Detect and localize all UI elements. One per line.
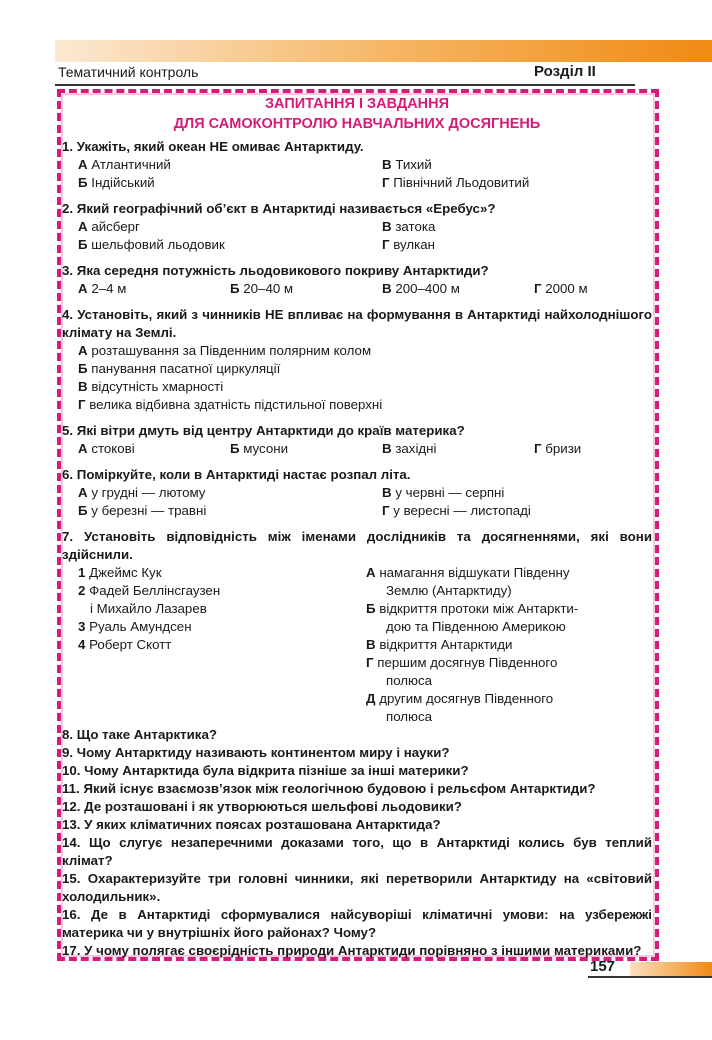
question-text: 4. Установіть, який з чинників НЕ впливає на формування в Антарктиді найхолоднішого клімату на Землі. (62, 307, 652, 340)
question-text: 11. Який існує взаємозв’язок між геологічною будовою і рельєфом Антарктиди? (62, 781, 596, 796)
answer-option (230, 440, 382, 458)
option-text: другим досягнув Південного (379, 691, 554, 706)
question-text: 14. Що слугує незаперечними доказами того, що в Антарктиді колись був теплий клімат? (62, 835, 652, 868)
option-letter: Б (78, 237, 88, 252)
chapter-label: Розділ II (520, 62, 644, 82)
option-letter: 1 (78, 565, 86, 580)
answer-option (382, 174, 668, 192)
option-letter: Б (78, 175, 88, 190)
option-letter: В (382, 441, 392, 456)
answer-option (78, 236, 382, 254)
option-text: 200–400 м (395, 281, 460, 296)
title-line: ДЛЯ САМОКОНТРОЛЮ НАВЧАЛЬНИХ ДОСЯГНЕНЬ (173, 116, 541, 132)
option-letter: А (78, 281, 88, 296)
question-text: 8. Що таке Антарктика? (62, 727, 217, 742)
option-text: Північний Льодовитий (393, 175, 530, 190)
option-text-cont: полюса (386, 709, 433, 724)
answer-option (534, 440, 668, 458)
footer-divider (588, 976, 712, 978)
question-text: 3. Яка середня потужність льодовикового покриву Антарктиди? (62, 263, 489, 278)
answer-option (78, 582, 366, 600)
option-text: відкриття протоки між Антаркти- (379, 601, 579, 616)
answer-option (366, 564, 652, 582)
answer-option (78, 440, 230, 458)
option-text: у червні — серпні (395, 485, 505, 500)
option-letter: В (382, 219, 392, 234)
answer-option (78, 618, 366, 636)
answer-option (382, 280, 534, 298)
answer-option (78, 342, 652, 360)
explorers-list (62, 546, 366, 726)
answer-options (62, 342, 652, 414)
option-letter: Г (534, 441, 542, 456)
question-q2 (62, 200, 652, 254)
option-letter: Б (78, 503, 88, 518)
option-letter: Г (382, 237, 390, 252)
option-letter: А (78, 441, 88, 456)
option-text: у березні — травні (91, 503, 207, 518)
option-text: 2000 м (545, 281, 588, 296)
answer-options (62, 280, 652, 298)
footer-bar (630, 962, 712, 976)
question-text: 1. Укажіть, який океан НЕ омиває Антарктиду. (62, 139, 364, 154)
question-list (62, 138, 652, 960)
option-letter: В (78, 379, 88, 394)
option-text-cont: полюса (386, 673, 433, 688)
section-label: Тематичний контроль (58, 64, 199, 80)
answer-option (78, 378, 652, 396)
option-text: затока (395, 219, 436, 234)
option-letter: Б (366, 601, 376, 616)
option-letter: Г (534, 281, 542, 296)
question-q4 (62, 306, 652, 414)
matching-grid (62, 564, 652, 726)
achievements-list (366, 564, 652, 726)
answer-option (366, 690, 652, 708)
answer-option (78, 636, 366, 654)
option-text: Роберт Скотт (89, 637, 172, 652)
question-text: 6. Поміркуйте, коли в Антарктиді настає розпал літа. (62, 467, 411, 482)
title-line: ЗАПИТАННЯ І ЗАВДАННЯ (264, 96, 450, 112)
option-text: першим досягнув Південного (377, 655, 558, 670)
answer-option (366, 654, 652, 672)
option-letter: Г (382, 175, 390, 190)
option-text: відсутність хмарності (91, 379, 224, 394)
answer-option (366, 636, 652, 654)
question-text: 10. Чому Антарктида була відкрита пізніше за інші материки? (62, 763, 469, 778)
option-text-cont: і Михайло Лазарев (90, 601, 207, 616)
option-letter: В (382, 485, 392, 500)
question-text: 9. Чому Антарктиду називають континентом миру і науки? (62, 745, 450, 760)
option-text: айсберг (91, 219, 140, 234)
option-text: бризи (545, 441, 582, 456)
questions-content (62, 94, 652, 960)
answer-option (78, 564, 366, 582)
answer-options (62, 484, 652, 520)
answer-option (382, 440, 534, 458)
answer-option (78, 396, 652, 414)
option-letter: В (366, 637, 376, 652)
option-letter: 3 (78, 619, 86, 634)
question-q5 (62, 422, 652, 458)
option-letter: 4 (78, 637, 86, 652)
option-text: вулкан (393, 237, 435, 252)
answer-options (62, 218, 652, 254)
question-q6 (62, 466, 652, 520)
answer-option (78, 280, 230, 298)
header-divider (55, 84, 635, 86)
answer-option (78, 156, 382, 174)
option-text: Фадей Беллінсгаузен (89, 583, 221, 598)
option-letter: А (78, 219, 88, 234)
option-text-cont: дою та Південною Америкою (386, 619, 566, 634)
question-text: 17. У чому полягає своєрідність природи Антарктиди порівняно з іншими материками? (62, 943, 642, 958)
option-letter: Д (366, 691, 376, 706)
option-letter: Г (78, 397, 86, 412)
answer-option (382, 236, 668, 254)
answer-option (382, 502, 668, 520)
option-text: у грудні — лютому (91, 485, 206, 500)
option-text-cont: Землю (Антарктиду) (386, 583, 512, 598)
option-text: Джеймс Кук (89, 565, 162, 580)
page-number: 157 (590, 958, 616, 975)
question-text: 5. Які вітри дмуть від центру Антарктиди до країв материка? (62, 423, 465, 438)
question-text: 13. У яких кліматичних поясах розташована Антарктида? (62, 817, 441, 832)
option-letter: Г (382, 503, 390, 518)
option-letter: Б (230, 281, 240, 296)
answer-option (382, 156, 668, 174)
option-text: 20–40 м (243, 281, 294, 296)
answer-option (382, 218, 668, 236)
option-text: шельфовий льодовик (91, 237, 225, 252)
question-q1 (62, 138, 652, 192)
option-text: Тихий (395, 157, 432, 172)
option-text: розташування за Південним полярним колом (91, 343, 372, 358)
answer-option (382, 484, 668, 502)
option-letter: А (78, 343, 88, 358)
option-letter: 2 (78, 583, 86, 598)
option-text: велика відбивна здатність підстильної поверхні (89, 397, 383, 412)
question-text: 2. Який географічний об’єкт в Антарктиді називається «Еребус»? (62, 201, 496, 216)
option-text: намагання відшукати Південну (379, 565, 570, 580)
option-text: Руаль Амундсен (89, 619, 192, 634)
answer-option (78, 360, 652, 378)
option-text: мусони (243, 441, 289, 456)
header-bar (55, 40, 712, 62)
option-text: стокові (91, 441, 135, 456)
option-letter: Б (230, 441, 240, 456)
option-letter: В (382, 157, 392, 172)
answer-option (534, 280, 668, 298)
title (62, 94, 652, 134)
answer-option (78, 502, 382, 520)
option-letter: А (366, 565, 376, 580)
option-text: західні (395, 441, 437, 456)
answer-option (78, 484, 382, 502)
option-letter: Б (78, 361, 88, 376)
question-text: 12. Де розташовані і як утворюються шельфові льодовики? (62, 799, 462, 814)
option-letter: В (382, 281, 392, 296)
option-text: 2–4 м (91, 281, 127, 296)
option-letter: А (78, 485, 88, 500)
option-text: Атлантичний (91, 157, 171, 172)
option-text: панування пасатної циркуляції (91, 361, 281, 376)
question-text: 16. Де в Антарктиді сформувалися найсуворіші кліматичні умови: на узбережжі материка чи у внутрішніх його районах? Чому? (62, 907, 652, 940)
question-text: 7. Установіть відповідність між іменами дослідників та досягненнями, які вони здійснили. (62, 529, 652, 562)
option-letter: Г (366, 655, 374, 670)
answer-option (78, 174, 382, 192)
option-text: Індійський (91, 175, 155, 190)
question-text: 15. Охарактеризуйте три головні чинники, які перетворили Антарктиду на «світовий холодильник». (62, 871, 652, 904)
option-text: у вересні — листопаді (393, 503, 531, 518)
answer-option (230, 280, 382, 298)
option-text: відкриття Антарктиди (379, 637, 513, 652)
answer-option (366, 600, 652, 618)
option-letter: А (78, 157, 88, 172)
answer-options (62, 440, 652, 458)
question-q7 (62, 528, 652, 726)
question-q3 (62, 262, 652, 298)
answer-options (62, 156, 652, 192)
answer-option (78, 218, 382, 236)
